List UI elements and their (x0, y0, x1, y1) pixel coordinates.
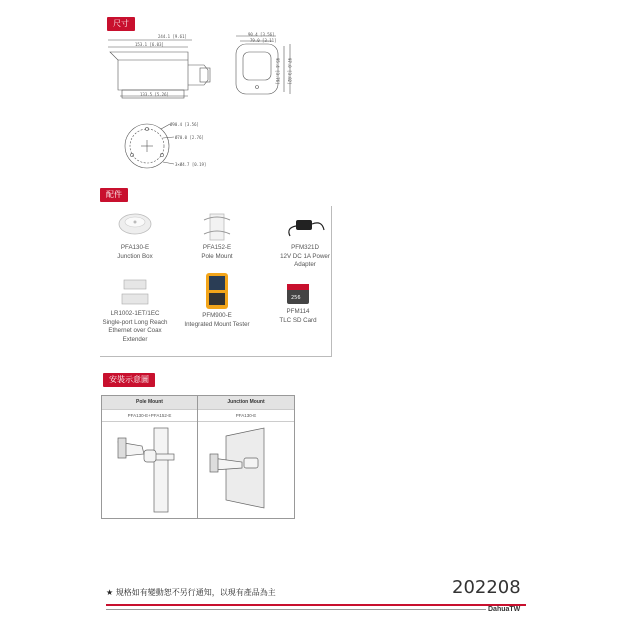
power-adapter-image (280, 210, 330, 242)
accessory-desc: Single-port Long Reach Ethernet over Coax Extender (102, 318, 168, 343)
pole-mount-illustration (104, 424, 196, 516)
installation-table (101, 395, 295, 519)
dimensions-tag: 尺寸 (107, 17, 135, 31)
accessory-lr1002 (100, 276, 170, 344)
accessory-pfm900e (182, 272, 252, 329)
pole-mount-models: PFA130-E+PFA152-E (102, 409, 198, 422)
accessory-name: PFM114 (286, 308, 310, 315)
dim-base-hole: 3×Ø4.7 [0.19] (175, 162, 207, 167)
dim-front-inner: 79.0 [3.11] (250, 38, 277, 43)
junction-box-image (110, 210, 160, 242)
sd-card-label: 256 (291, 295, 301, 301)
dim-body-length: 153.1 [6.03] (135, 42, 164, 47)
camera-base-view-drawing (118, 118, 218, 178)
accessory-pfa130e (100, 210, 170, 261)
dim-front-width: 90.4 [3.56] (248, 32, 275, 37)
accessories-tag: 配件 (100, 188, 128, 202)
accessory-desc: Junction Box (117, 252, 153, 260)
document-year: 202208 (452, 577, 521, 598)
pole-mount-image (192, 210, 242, 242)
pole-mount-header: Pole Mount (102, 396, 198, 409)
ethernet-extender-image (110, 276, 160, 308)
dim-height-1: 95.4 [3.76] (275, 58, 280, 85)
junction-mount-header: Junction Mount (198, 396, 294, 409)
accessory-desc: 12V DC 1A Power Adapter (280, 252, 330, 268)
accessory-name: LR1002-1ET/1EC (110, 310, 160, 317)
junction-mount-illustration (200, 424, 292, 516)
installation-tag: 安裝示意圖 (103, 373, 155, 387)
dim-base-length: 133.5 [5.26] (140, 92, 169, 97)
accessory-name: PFA152-E (202, 244, 232, 251)
accessory-name: PFA130-E (120, 244, 150, 251)
accessory-name: PFM900-E (202, 312, 232, 319)
dim-base-pcd: Ø70.0 [2.76] (175, 135, 204, 140)
footer-gray-line (106, 609, 486, 610)
footer-note: ★ 規格如有變動恕不另行通知，以現有產品為主 (106, 588, 276, 597)
junction-mount-models: PFA130-E (198, 409, 294, 422)
accessory-pfm321d (270, 210, 340, 270)
dim-height-2: 97.0 [3.82] (287, 58, 292, 85)
accessory-desc: TLC SD Card (279, 316, 317, 324)
accessory-desc: Integrated Mount Tester (184, 320, 250, 328)
dim-base-outer: Ø90.4 [3.56] (170, 122, 199, 127)
accessory-name: PFM321D (291, 244, 319, 251)
accessory-desc: Pole Mount (201, 252, 233, 260)
accessory-pfm114 (263, 282, 333, 325)
sd-card-image (273, 282, 323, 306)
brand-label: DahuaTW (488, 606, 521, 613)
table-divider (197, 396, 198, 518)
mount-tester-image (192, 272, 242, 310)
accessory-pfa152e (182, 210, 252, 261)
dim-overall-length: 244.1 [9.61] (158, 34, 187, 39)
footer-red-line (106, 604, 526, 606)
